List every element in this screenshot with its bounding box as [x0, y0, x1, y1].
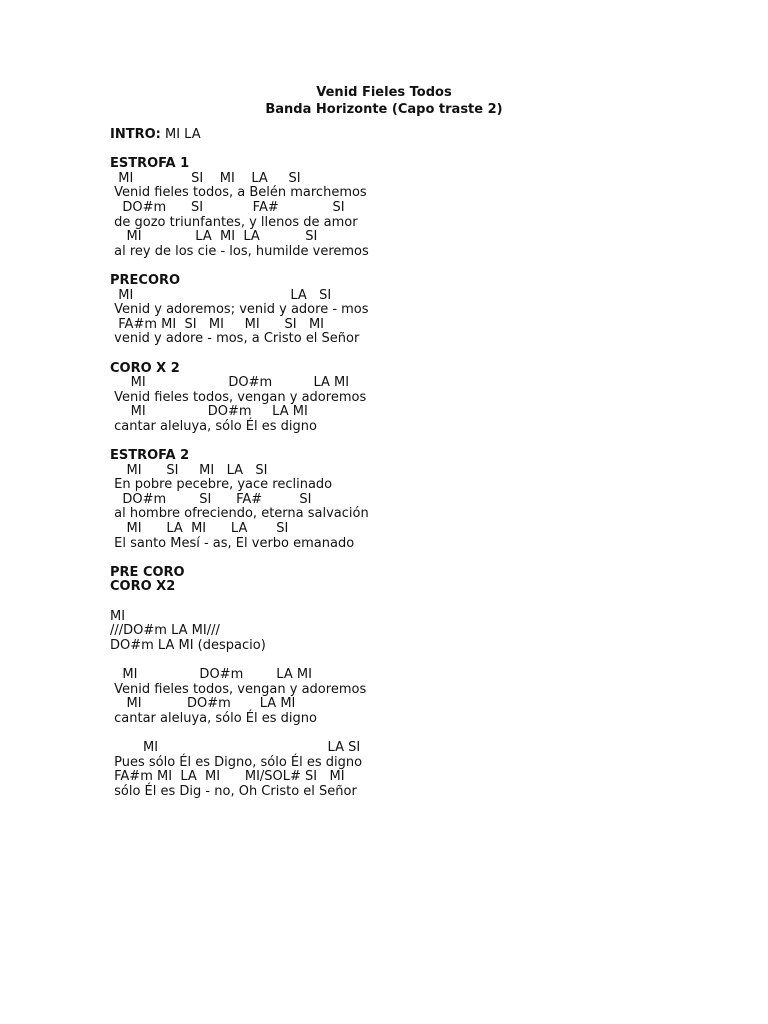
lyric-line: MI DO#m LA MI	[110, 666, 312, 682]
section-label: ESTROFA 2	[110, 448, 190, 464]
section-label: PRECORO	[110, 272, 181, 288]
section-heading	[110, 449, 670, 464]
section-heading	[110, 157, 670, 172]
lyric-line: cantar aleluya, sólo Él es digno	[110, 710, 317, 726]
blank-line	[110, 551, 670, 566]
section-label: INTRO:	[110, 127, 161, 142]
lyric-line: Pues sólo Él es Digno, sólo Él es digno	[110, 754, 363, 770]
section-heading	[110, 580, 670, 595]
lyric-line: MI DO#m LA MI	[110, 696, 296, 712]
blank-line	[110, 347, 670, 362]
lyric-line: sólo Él es Dig - no, Oh Cristo el Señor	[110, 783, 357, 799]
blank-line	[110, 726, 670, 741]
lyrics-body	[110, 128, 670, 799]
lyric-line: de gozo triunfantes, y llenos de amor	[110, 214, 358, 230]
lyric-line: ///DO#m LA MI///	[110, 623, 220, 639]
lyric-line: FA#m MI SI MI MI SI MI	[110, 316, 325, 332]
section-label: PRE CORO	[110, 564, 185, 580]
lyric-line: cantar aleluya, sólo Él es digno	[110, 418, 317, 434]
section-heading	[110, 274, 670, 289]
lyric-line: MI LA MI LA SI	[110, 521, 289, 537]
lyric-line: En pobre pecebre, yace reclinado	[110, 477, 333, 493]
blank-line	[110, 259, 670, 274]
lyric-line: DO#m LA MI (despacio)	[110, 637, 266, 653]
lyric-line: DO#m SI FA# SI	[110, 491, 312, 507]
blank-line	[110, 595, 670, 610]
section-text: MI LA	[160, 127, 201, 142]
section-heading	[110, 362, 670, 377]
lyric-line: MI DO#m LA MI	[110, 375, 350, 391]
section-label: CORO X 2	[110, 360, 180, 376]
lyric-line: MI SI MI LA SI	[110, 462, 268, 478]
section-heading	[110, 128, 670, 143]
lyric-line: MI LA SI	[110, 739, 361, 755]
lyric-line: Venid y adoremos; venid y adore - mos	[110, 302, 369, 318]
lyric-line: al hombre ofreciendo, eterna salvación	[110, 506, 369, 522]
lyric-line: DO#m SI FA# SI	[110, 199, 345, 215]
lyric-line: Venid fieles todos, vengan y adoremos	[110, 681, 367, 697]
section-heading	[110, 566, 670, 581]
lyric-line: al rey de los cie - los, humilde veremos	[110, 243, 369, 259]
blank-line	[110, 434, 670, 449]
lyric-line: Venid fieles todos, a Belén marchemos	[110, 185, 367, 201]
song-title: Venid Fieles Todos	[316, 85, 452, 100]
lyric-line: MI SI MI LA SI	[110, 170, 301, 186]
lyric-line: El santo Mesí - as, El verbo emanado	[110, 535, 355, 551]
lyric-line: FA#m MI LA MI MI/SOL# SI MI	[110, 769, 345, 785]
song-subtitle: Banda Horizonte (Capo traste 2)	[265, 102, 503, 117]
section-label: CORO X2	[110, 579, 176, 595]
lyric-line: MI DO#m LA MI	[110, 404, 308, 420]
lyric-line: MI LA SI	[110, 287, 332, 303]
section-label: ESTROFA 1	[110, 156, 190, 172]
lyric-line: MI LA MI LA SI	[110, 229, 318, 245]
lyric-line: venid y adore - mos, a Cristo el Señor	[110, 331, 360, 347]
blank-line	[110, 653, 670, 668]
title-block	[0, 84, 768, 118]
lyric-line: MI	[110, 608, 126, 624]
lyric-line: Venid fieles todos, vengan y adoremos	[110, 389, 367, 405]
blank-line	[110, 143, 670, 158]
